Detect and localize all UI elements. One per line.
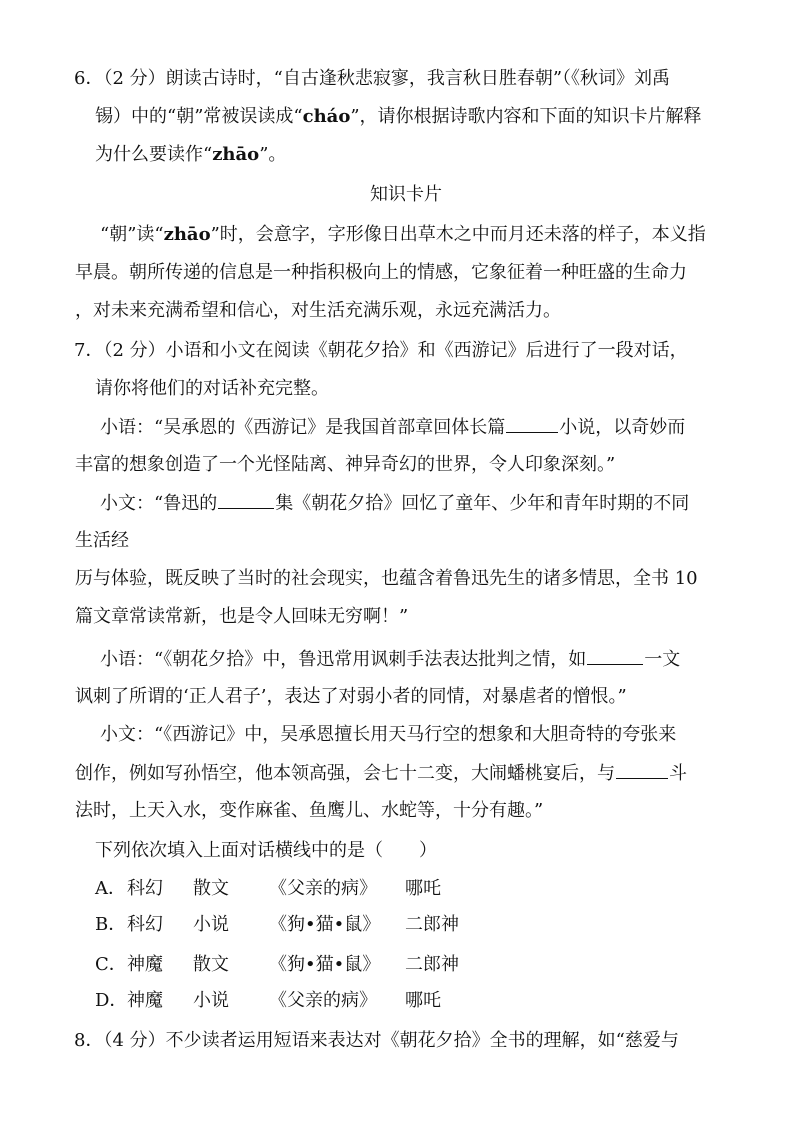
option-c[interactable]: C．神魔 散文 《狗•猫•鼠》 二郎神 — [95, 952, 459, 978]
question-number: 7． — [74, 340, 104, 361]
answer-blank-3[interactable] — [587, 646, 643, 665]
dialogue-2-line4: 篇文章常读常新，也是令人回味无穷啊！” — [75, 606, 409, 627]
card-line3: ，对未来充满希望和信心，对生活充满乐观，永远充满活力。 — [75, 300, 561, 321]
dialogue-1-line1: 小语：“吴承恩的《西游记》是我国首部章回体长篇 小说，以奇妙而 — [100, 414, 685, 441]
q7-prompt: 下列依次填入上面对话横线中的是（ ） — [95, 840, 437, 861]
q7-line2: 请你将他们的对话补充完整。 — [95, 378, 329, 399]
knowledge-card-title: 知识卡片 — [370, 184, 442, 205]
q7-line1 — [74, 338, 688, 364]
question-number: 6． — [74, 68, 104, 89]
answer-blank-4[interactable] — [616, 760, 668, 779]
dialogue-2-line1: 小文：“鲁迅的 集《朝花夕拾》回忆了童年、少年和青年时期的不同 — [100, 490, 689, 517]
option-label: C． — [95, 954, 127, 975]
dialogue-4-line2: 创作，例如写孙悟空，他本领高强，会七十二变，大闹蟠桃宴后，与 斗 — [75, 760, 687, 787]
answer-blank-2[interactable] — [218, 490, 274, 509]
card-line2: 早晨。朝所传递的信息是一种指积极向上的情感，它象征着一种旺盛的生命力 — [75, 262, 687, 283]
dialogue-4-line3: 法时，上天入水，变作麻雀、鱼鹰儿、水蛇等，十分有趣。” — [75, 800, 544, 821]
card-line1: “朝”读“zhāo”时，会意字，字形像日出草木之中而月还未落的样子，本义指 — [100, 224, 706, 245]
dialogue-4-line1: 小文：“《西游记》中，吴承恩擅长用天马行空的想象和大胆奇特的夸张来 — [100, 724, 677, 745]
q8-stem-text: （4 分）不少读者运用短语来表达对《朝花夕拾》全书的理解，如“慈爱与 — [103, 1030, 679, 1051]
option-d[interactable]: D．神魔 小说 《父亲的病》 哪吒 — [95, 988, 441, 1014]
q6-line1 — [74, 66, 670, 92]
q6-line2: 锡）中的“朝”常被误读成“cháo”，请你根据诗歌内容和下面的知识卡片解释 — [95, 106, 702, 127]
option-label: A． — [95, 878, 126, 899]
dialogue-2-line3: 历与体验，既反映了当时的社会现实，也蕴含着鲁迅先生的诸多情思，全书 10 — [75, 568, 698, 589]
q8-line1 — [74, 1028, 679, 1054]
dialogue-3-line2: 讽刺了所谓的‘正人君子’，表达了对弱小者的同情，对暴虐者的憎恨。” — [75, 686, 627, 707]
option-b[interactable]: B．科幻 小说 《狗•猫•鼠》 二郎神 — [95, 912, 459, 938]
question-number: 8． — [74, 1030, 104, 1051]
q6-line3: 为什么要读作“zhāo”。 — [95, 144, 287, 165]
option-a[interactable]: A．科幻 散文 《父亲的病》 哪吒 — [95, 876, 441, 902]
pinyin-zhao: zhāo — [163, 224, 211, 245]
answer-blank-1[interactable] — [506, 414, 558, 433]
pinyin-zhao: zhāo — [212, 144, 260, 165]
dialogue-3-line1: 小语：“《朝花夕拾》中，鲁迅常用讽刺手法表达批判之情，如 一文 — [100, 646, 680, 673]
dialogue-1-line2: 丰富的想象创造了一个光怪陆离、神异奇幻的世界，令人印象深刻。” — [75, 454, 616, 475]
option-label: D． — [95, 990, 128, 1011]
q7-stem-text: （2 分）小语和小文在阅读《朝花夕拾》和《西游记》后进行了一段对话， — [103, 340, 688, 361]
pinyin-chao: cháo — [302, 106, 351, 127]
q6-stem-text: （2 分）朗读古诗时，“自古逢秋悲寂寥，我言秋日胜春朝”（《秋词》刘禹 — [103, 68, 671, 89]
dialogue-2-line2: 生活经 — [75, 530, 129, 551]
option-label: B． — [95, 914, 127, 935]
